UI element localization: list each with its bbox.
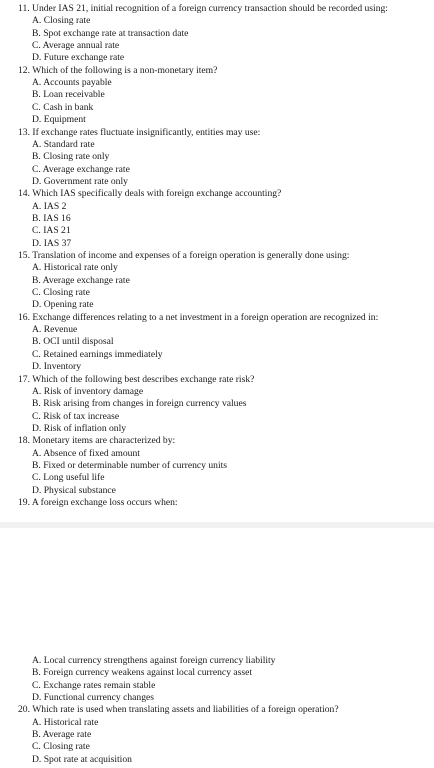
option-b: B. Loan receivable xyxy=(32,89,105,101)
option-a: A. Revenue xyxy=(32,324,78,336)
question-text: 14. Which IAS specifically deals with foreign exchange accounting? xyxy=(18,188,282,200)
option-d: D. Equipment xyxy=(32,114,86,126)
option-b: B. Spot exchange rate at transaction date xyxy=(32,27,189,39)
option-a: A. Historical rate xyxy=(32,716,99,728)
question-text: 19. A foreign exchange loss occurs when: xyxy=(18,497,178,508)
option-d: D. Opening rate xyxy=(32,299,94,311)
option-c: C. Average exchange rate xyxy=(32,163,130,175)
option-a: A. Closing rate xyxy=(32,15,91,27)
option-c: C. Cash in bank xyxy=(32,101,94,113)
option-b: B. Average rate xyxy=(32,729,92,741)
question-text: 13. If exchange rates fluctuate insignificantly, entities may use: xyxy=(18,126,261,138)
document-page-bottom xyxy=(0,528,434,768)
question-13 xyxy=(0,127,434,189)
option-d: D. Inventory xyxy=(32,361,82,373)
option-a: A. Absence of fixed amount xyxy=(32,447,140,459)
option-c: C. Closing rate xyxy=(32,287,90,299)
option-c: C. Retained earnings immediately xyxy=(32,348,163,360)
question-11 xyxy=(0,3,434,65)
option-c: C. IAS 21 xyxy=(32,225,71,237)
question-text: 20. Which rate is used when translating assets and liabilities of a foreign operation? xyxy=(18,704,339,716)
question-20 xyxy=(0,704,434,766)
option-b: B. Closing rate only xyxy=(32,151,110,163)
option-a: A. Standard rate xyxy=(32,138,95,150)
option-a: A. IAS 2 xyxy=(32,200,67,212)
option-b: B. Fixed or determinable number of currency units xyxy=(32,459,228,471)
option-d: D. Functional currency changes xyxy=(32,692,155,704)
option-a: A. Risk of inventory damage xyxy=(32,385,144,397)
question-text: 17. Which of the following best describes exchange rate risk? xyxy=(18,373,255,385)
question-17 xyxy=(0,374,434,436)
option-c: C. Long useful life xyxy=(32,472,105,484)
option-b: B. OCI until disposal xyxy=(32,336,114,348)
question-text: 18. Monetary items are characterized by: xyxy=(18,435,176,447)
option-d: D. Future exchange rate xyxy=(32,52,125,64)
option-c: C. Average annual rate xyxy=(32,40,120,52)
option-d: D. Government rate only xyxy=(32,175,128,187)
question-text: 11. Under IAS 21, initial recognition of a foreign currency transaction should be recorded using: xyxy=(18,3,388,14)
option-b: B. IAS 16 xyxy=(32,212,71,224)
question-15 xyxy=(0,250,434,312)
option-c: C. Risk of tax increase xyxy=(32,410,120,422)
option-a: A. Historical rate only xyxy=(32,262,118,274)
question-18 xyxy=(0,435,434,497)
option-c: C. Exchange rates remain stable xyxy=(32,679,156,691)
question-12 xyxy=(0,65,434,127)
option-d: D. Spot rate at acquisition xyxy=(32,753,132,765)
question-text: 16. Exchange differences relating to a net investment in a foreign operation are recognized in: xyxy=(18,311,379,323)
question-14 xyxy=(0,188,434,250)
question-text: 15. Translation of income and expenses of a foreign operation is generally done using: xyxy=(18,250,350,261)
option-d: D. IAS 37 xyxy=(32,237,72,249)
option-b: B. Risk arising from changes in foreign currency values xyxy=(32,398,247,410)
question-19 xyxy=(0,497,434,509)
option-d: D. Physical substance xyxy=(32,484,116,496)
question-19-options xyxy=(0,655,434,704)
question-16 xyxy=(0,312,434,374)
option-a: A. Accounts payable xyxy=(32,77,112,89)
option-a: A. Local currency strengthens against foreign currency liability xyxy=(32,655,276,666)
option-b: B. Average exchange rate xyxy=(32,274,130,286)
option-c: C. Closing rate xyxy=(32,741,90,753)
option-d: D. Risk of inflation only xyxy=(32,422,127,434)
option-b: B. Foreign currency weakens against local currency asset xyxy=(32,667,253,679)
question-text: 12. Which of the following is a non-monetary item? xyxy=(18,64,218,76)
